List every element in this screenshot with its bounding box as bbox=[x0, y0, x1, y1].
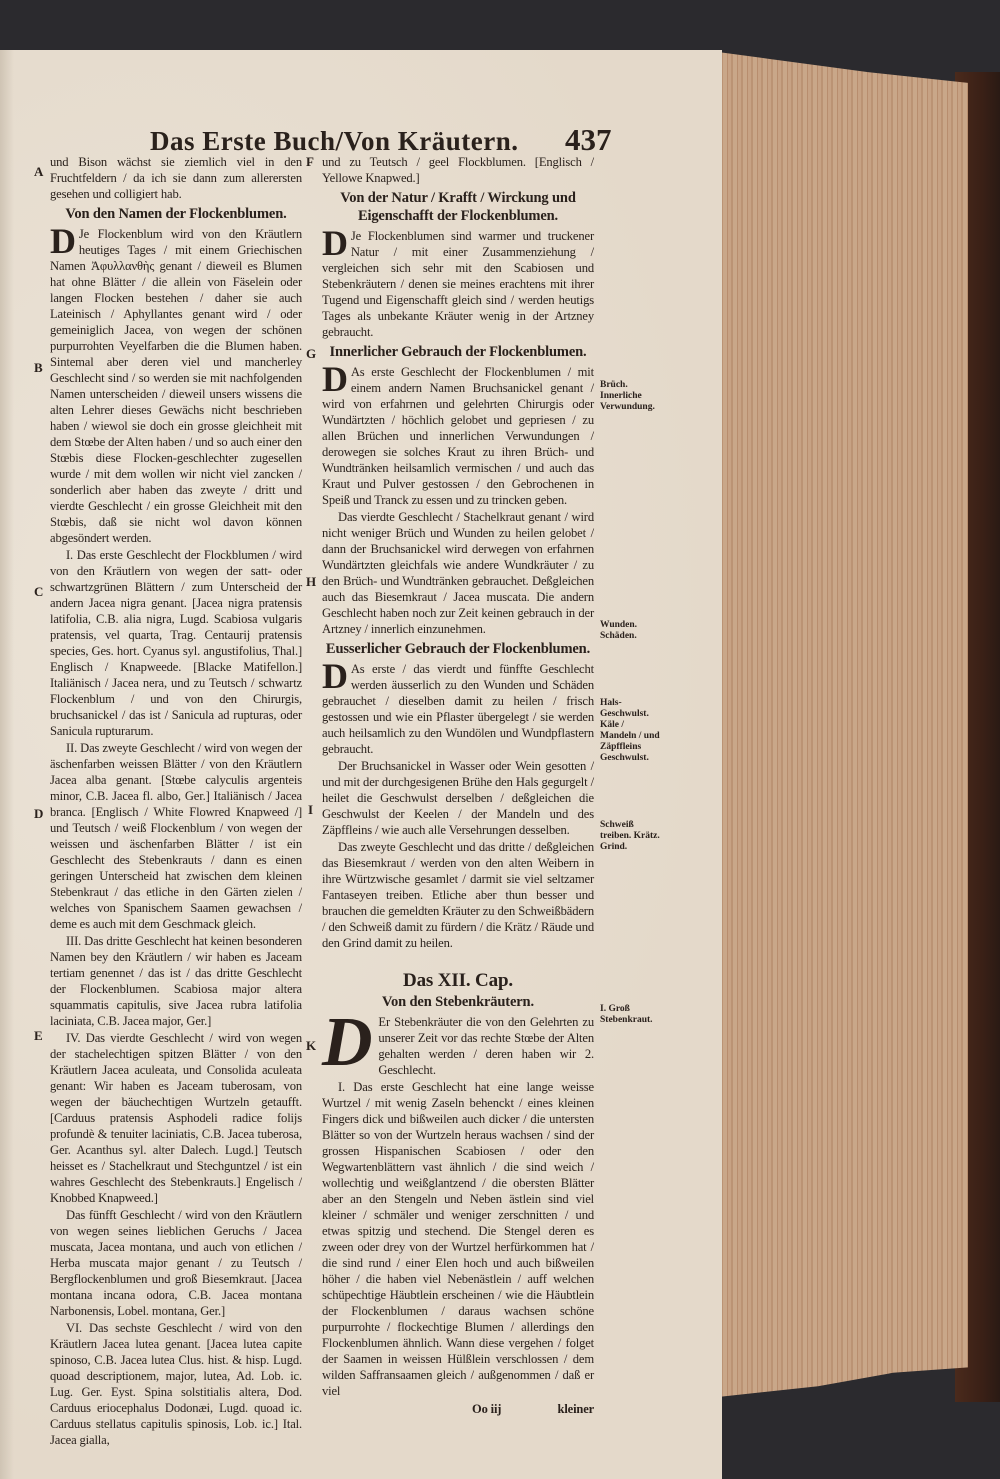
section-heading: Von den Namen der Flockenblumen. bbox=[65, 206, 287, 222]
paragraph bbox=[322, 656, 594, 757]
paragraph: Das fünfft Geschlecht / wird von den Kräutlern von wegen seines lieblichen Geruchs / Jacea muscata, Jacea montana, und auch von etlichen / Herba muscata major genant / zu Teutsch / Bergflockenblumen und groß Biesemkraut. [Jacea montana incana odora, C.B. Jacea montana Narbonensis, Lobel. montana, Ger.] bbox=[50, 1208, 302, 1318]
paragraph-text: As erste / das vierdt und fünffte Geschlecht werden äusserlich zu den Wunden und Schäden gebrauchet / dieselben damit zu heilen / frisch gestossen und wie ein Pflaster übergelegt / sie werden auch heilsamlich zu den Wundölen und Wundpflastern gebraucht. bbox=[322, 662, 594, 756]
page-edges bbox=[718, 52, 968, 1397]
paragraph bbox=[322, 223, 594, 340]
left-column bbox=[50, 154, 302, 1449]
margin-letter: E bbox=[34, 1028, 43, 1043]
paragraph bbox=[50, 221, 302, 546]
chapter-title: Das XII. Cap. bbox=[403, 970, 513, 991]
margin-letter: H bbox=[306, 574, 317, 589]
paragraph: Das vierdte Geschlecht / Stachelkraut genant / wird nicht weniger Brüch und Wunden zu heilen gelobet / dann der Bruchsanickel wird derwegen von erfahrnen Wundärtzten gleichfals wie andere Wundkräuter / zu den Brüch- und Wundtränken gebrauchet. Deßgleichen auch das Biesemkraut / Jacea muscata. Die andern Geschlecht haben noch zur Zeit keinen gebrauch in der Artzney / innerlich einzunehmen. bbox=[322, 510, 594, 636]
section-heading: Innerlicher Gebrauch der Flockenblumen. bbox=[329, 344, 587, 360]
page-footer bbox=[322, 1401, 594, 1417]
paragraph-text: Je Flockenblum wird von den Kräutlern heutiges Tages / mit einem Griechischen Namen Ἀφυλλανθὴς genant / dieweil es Blumen hat ohne Blätter / die allein von Fäselein oder langen Flocken bestehen / daher sie auch Lateinisch / Aphyllantes genant wird / oder gemeiniglich Jacea, von wegen der schönen purpurrohten Veyelfarben die die Blumen haben. Sintemal aber deren viel und mancherley Geschlecht sind / so werden sie mit nachfolgenden Namen unterscheiden / dieweil unsers wissens die alten Lehrer dieses Gewächs nicht beschrieben haben / wiewol sie doch ein grosse gleichheit mit dem Stœbe der Alten haben / und so auch einer den Stœbis diese Flocken-geschlechter zugesellen wurde / mit dem wollen wir nicht viel zancken / sonderlich aber haben das zweyte / dritt und vierdte Geschlecht / ein grosse Gleichheit mit den Stœbis, daß sie nicht wol davon können abgesöndert werden. bbox=[50, 227, 302, 545]
paragraph: Der Bruchsanickel in Wasser oder Wein gesotten / und mit der durchgesigenen Brühe den Hals gegurgelt / heilet die Geschwulst derselben / deßgleichen die Geschwulst der Keelen / der Mandeln und des Zäpffleins / wie auch alle Versehrungen desselben. bbox=[322, 759, 594, 837]
drop-cap: D bbox=[322, 359, 348, 399]
right-column bbox=[322, 154, 594, 1449]
paragraph: und Bison wächst sie ziemlich viel in den Fruchtfeldern / da ich sie dann zum allerersten gesehen und colligiert hab. bbox=[50, 155, 302, 201]
paragraph: II. Das zweyte Geschlecht / wird von wegen der äschenfarben weissen Blätter / von den Kräutlern Jacea alba genant. [Stœbe calyculis argenteis minor, C.B. Jacea fl. albo, Ger.] Italiänisch / Jacea branca. [Englisch / White Flowred Knapweed /] und Teutsch / weiß Flockenblum / von wegen der weissen und äschenfarben Blätter / ist ein Geschlecht des Stebenkrauts / dann es einen geringen Unterscheid hat zwischen dem kleinen Stebenkraut / das etliche in den Gärten zielen / welches von Spanischem Saamen gewachsen / deme es auch mit dem Geschmack gleich. bbox=[50, 741, 302, 931]
margin-letter: K bbox=[306, 1038, 317, 1053]
drop-cap: D bbox=[322, 1004, 373, 1081]
paragraph-text: Er Stebenkräuter die von den Gelehrten zu unserer Zeit vor das rechte Stœbe der Alten gehalten werden / deren haben wir 2. Geschlecht. bbox=[378, 1015, 594, 1077]
paragraph: IV. Das vierdte Geschlecht / wird von wegen der stachelechtigen spitzen Blätter / von den Kräutlern Jacea aculeata, und Consolida aculeata genant: Wir haben es Jaceam tuberosam, von wegen der bäuchechtigen Wurtzeln getaufft. [Carduus pratensis Asphodeli radice folijs profundè & tenuiter laciniatis, C.B. Jacea tuberosa, Ger. Acanthus syl. alter Dalech. Lugd.] Teutsch heisset es / Stachelkraut und Stechguntzel / ist ein wahres Geschlecht des Stebenkrauts.] Engelisch / Knobbed Knapweed.] bbox=[50, 1031, 302, 1205]
paragraph-text: As erste Geschlecht der Flockenblumen / mit einem andern Namen Bruchsanickel genant / wird von erfahrnen und gelehrten Chirurgis oder Wundärtzten / höchlich gelobet und gepriesen / zu allen Brüchen und innerlichen Verwundungen / derowegen sie solches Kraut zu ihren Brüch- und Wundtränken heilsamlich vermischen / und auch das Kraut und Pulver gestossen / den Gebrochenen in Speiß und Tranck zu essen und zu trincken geben. bbox=[322, 365, 594, 507]
drop-cap: D bbox=[50, 221, 76, 261]
margin-note: Wunden. Schäden. bbox=[600, 620, 638, 641]
margin-letter: C bbox=[34, 584, 44, 599]
margin-letter: F bbox=[306, 154, 314, 169]
book-page bbox=[0, 50, 722, 1479]
drop-cap: D bbox=[322, 223, 348, 263]
paragraph: Das zweyte Geschlecht und das dritte / deßgleichen das Biesemkraut / werden von den alten Weibern in ihre Würtzwische gesamlet / darmit sie viel seltzamer Fantaseyen treiben. Etliche aber thun besser und brauchen die gemeldten Kräuter zu den Schweißbädern / den Schweiß damit zu fürdern / die Krätz / Räude und den Grind damit zu heilen. bbox=[322, 840, 594, 950]
paragraph: I. Das erste Geschlecht der Flockblumen / wird von den Kräutlern von wegen der satt- oder schwartzgrünen Blättern / zum Unterscheid der andern Jacea nigra genant. [Jacea nigra pratensis latifolia, C.B. alia nigra, Lugd. Scabiosa vulgaris pratensis, vel quarta, Trag. Centaurij pratensis species, Ges. hort. Cyanus syl. angustifolius, Thal.] Englisch / Knapweede. [Blacke Matifellon.] Italiänisch / Jacea nera, und zu Teutsch / schwartz Flockenblum / und von den Chirurgis, bruchsanickel / das ist / Sanicula ad rupturas, oder Sanicula rupturarum. bbox=[50, 548, 302, 738]
margin-letter: A bbox=[34, 164, 44, 179]
paragraph: I. Das erste Geschlecht hat eine lange weisse Wurtzel / mit wenig Zaseln behenckt / eines kleinen Fingers dick und bißweilen auch dicker / die untersten Blätter so von der Wurtzeln heraus wachsen / sind der grossen Hispanischen Scabiosen / oder den Wegwartenblättern vast ähnlich / die sind weich / wollechtig und weißglantzend / die obersten Blätter aber an den Stengeln und Neben ästlein sind viel kleiner / schmäler und weniger zerschnitten / und etwas spitzig und stechend. Die Stengel deren es zween oder drey von der Wurtzel herfürkommen hat / die sind rund / einer Elen hoch und auch bißweilen höher / die haben viel Nebenästlein / auff welchen schüpechtige Häubtlein erscheinen / wie die Häubtlein der Flockenblumen / daraus wachsen schöne purpurrohte / flockechtige Blumen / allerdings den Flockenblumen ähnlich. Wann diese vergehen / folget der Saamen in weissen Hülßlein verschlossen / dem wilden Saffransaamen gleich / außgenommen / daß er viel bbox=[322, 1080, 594, 1398]
margin-note: Schweiß treiben. Krätz. Grind. bbox=[600, 820, 660, 852]
chapter-subtitle: Von den Stebenkräutern. bbox=[382, 994, 534, 1010]
margin-note: Hals-Geschwulst. Käle / Mandeln / und Zäpffleins Geschwulst. bbox=[600, 698, 660, 763]
margin-note: Brüch. Innerliche Verwundung. bbox=[600, 380, 655, 412]
paragraph-text: Je Flockenblumen sind warmer und truckener Natur / mit einer Zusammenziehung / vergleichen sich sehr mit den Scabiosen und Stebenkräutern / denen sie meines erachtens mit ihrer Tugend und Eigenschafft gleich sind / werden heutigs Tages als unbekante Kräuter wenig in der Artzney gebraucht. bbox=[322, 229, 594, 339]
margin-letter: I bbox=[308, 802, 314, 817]
page-number: 437 bbox=[565, 122, 612, 157]
catchword: kleiner bbox=[557, 1402, 594, 1416]
drop-cap: D bbox=[322, 656, 348, 696]
running-title: Das Erste Buch/Von Kräutern. bbox=[150, 126, 519, 156]
section-heading: Eusserlicher Gebrauch der Flockenblumen. bbox=[325, 641, 591, 657]
paragraph bbox=[322, 1004, 594, 1081]
margin-note: I. Groß Stebenkraut. bbox=[600, 1004, 653, 1025]
paragraph: VI. Das sechste Geschlecht / wird von den Kräutlern Jacea lutea genant. [Jacea lutea capite spinoso, C.B. Jacea lutea Clus. hist. & hisp. Lugd. quoad descriptionem, major, lutea, Ad. Lob. ic. Lug. Ger. Eyst. Spina solstitialis altera, Dod. Carduus eriocephalus Dodonæi, Lugd. quoad ic. Carduus stellatus capitulis spinosis, Lob. ic.] Ital. Jacea gialla, bbox=[50, 1321, 302, 1447]
paragraph: III. Das dritte Geschlecht hat keinen besonderen Namen bey den Kräutlern / wir haben es Jaceam tertiam genennet / das ist / das dritte Geschlecht der Flockenblumen. Scabiosa major altera squammatis capitulis, sive Jacea rubra latifolia laciniata, C.B. Jacea major, Ger.] bbox=[50, 934, 302, 1028]
section-heading: Von der Natur / Krafft / Wirckung und Eigenschafft der Flockenblumen. bbox=[340, 190, 576, 224]
signature-mark: Oo iij bbox=[472, 1402, 502, 1416]
margin-letter: B bbox=[34, 360, 43, 375]
margin-letter: D bbox=[34, 806, 44, 821]
paragraph: und zu Teutsch / geel Flockblumen. [Englisch / Yellowe Knapwed.] bbox=[322, 155, 594, 185]
margin-letter: G bbox=[306, 346, 317, 361]
paragraph bbox=[322, 359, 594, 508]
